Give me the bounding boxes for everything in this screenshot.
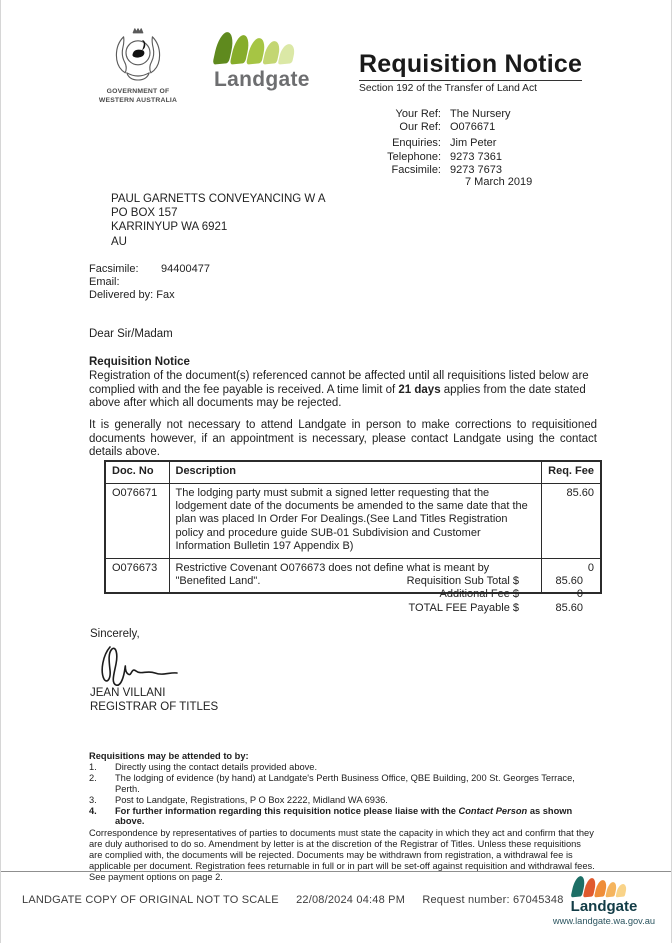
fine-print-item: 2. The lodging of evidence (by hand) at Landgate's Perth Business Office, QBE Building, 200 St. Georges Terrace, Perth.	[89, 772, 575, 794]
salutation: Dear Sir/Madam	[89, 328, 173, 340]
ref-row	[353, 151, 593, 164]
total-fee-label: TOTAL FEE Payable $	[408, 601, 519, 614]
delivery-details	[89, 263, 210, 303]
website-url: www.landgate.wa.gov.au	[552, 916, 656, 926]
recipient-line: PAUL GARNETTS CONVEYANCING W A	[111, 193, 326, 205]
signer-block	[90, 687, 218, 714]
landgate-header-logo	[214, 31, 314, 92]
signer-name: JEAN VILLANI	[90, 687, 166, 699]
description-cell: Restrictive Covenant O076673 does not define what is meant by "Benefited Land".	[169, 558, 541, 593]
contact-person-emphasis: Contact Person	[458, 805, 528, 816]
facsimile-value: 94400477	[161, 263, 210, 275]
landgate-wordmark: Landgate	[570, 898, 638, 915]
table-header-row	[105, 461, 601, 483]
subtotal-row	[321, 575, 583, 588]
column-header-description: Description	[169, 461, 541, 483]
total-fee-value: 85.60	[555, 601, 583, 614]
request-number: Request number: 67045348	[422, 894, 564, 906]
ref-label: Enquiries:	[392, 137, 441, 150]
signer-title: REGISTRAR OF TITLES	[90, 700, 219, 713]
page-footer	[1, 871, 671, 943]
fine-print-item: 4. For further information regarding this requisition notice please liaise with the Contact Person as shown above.	[89, 805, 573, 827]
landgate-footer-logo	[549, 875, 659, 926]
facsimile-label: Facsimile:	[89, 263, 139, 275]
page-subtitle: Section 192 of the Transfer of Land Act	[359, 83, 538, 94]
recipient-address	[111, 192, 326, 249]
total-fee-row	[321, 602, 583, 615]
ref-label: Your Ref:	[395, 108, 441, 120]
table-row	[105, 483, 601, 558]
delivered-by: Delivered by: Fax	[89, 289, 175, 302]
letter-date: 7 March 2019	[465, 176, 533, 188]
doc-no-cell: O076673	[105, 558, 169, 593]
email-label: Email:	[89, 276, 120, 289]
subtotal-value: 85.60	[555, 575, 583, 587]
column-header-req-fee: Req. Fee	[541, 461, 601, 483]
letter-heading: Requisition Notice	[89, 356, 190, 368]
ref-value: O076671	[450, 121, 496, 134]
wa-government-crest	[91, 26, 185, 105]
description-cell: The lodging party must submit a signed letter requesting that the lodgement date of the documents be amended to the same date that the plan was placed In Order For Dealings.(See Land Titles Registration policy and procedure guide SUB-01 Subdivision and Customer Information Bulletin 197 Appendix B)	[169, 483, 541, 558]
ref-label: Facsimile:	[391, 163, 441, 176]
landgate-leaves-icon	[572, 875, 636, 899]
fee-totals	[321, 575, 583, 615]
ref-value: The Nursery	[450, 108, 511, 120]
doc-no-cell: O076671	[105, 483, 169, 558]
reference-block	[353, 108, 593, 177]
recipient-line: PO BOX 157	[111, 207, 178, 220]
time-limit-emphasis: 21 days	[398, 383, 441, 396]
additional-fee-row	[321, 588, 583, 601]
ref-label: Our Ref:	[399, 121, 441, 134]
fine-print	[89, 751, 595, 883]
fee-cell: 0	[541, 558, 601, 593]
ref-value: 9273 7361	[450, 150, 502, 163]
landgate-leaves-icon	[214, 31, 310, 67]
crest-caption-line1: GOVERNMENT OF	[106, 88, 170, 95]
page-title: Requisition Notice	[359, 50, 582, 81]
subtotal-label: Requisition Sub Total $	[406, 575, 519, 587]
copy-stamp-line	[22, 894, 578, 906]
copy-datetime: 22/08/2024 04:48 PM	[296, 894, 406, 906]
ref-row	[353, 121, 593, 134]
ref-row	[353, 137, 593, 150]
fine-print-paragraph: Correspondence by representatives of parties to documents must state the capacity in which they act and confirm that they are duly authorised to do so. Amendment by letter is at the discretion of the Registrar of Titles. Unless these requisitions are complied with, the documents will be rejected. Documents may be withdrawn from registration, a withdrawal fee is applicable per document. Registration fees returnable in full or in part will be set-off against requisition and withdrawal fees. See payment options on page 2.	[89, 828, 595, 882]
fine-print-item: 1. Directly using the contact details provided above.	[89, 761, 318, 772]
letter-paragraph-1: Registration of the document(s) referenced cannot be affected until all requisitions listed below are complied with and the fee payable is received. A time limit of 21 days applies from the date stated above after which all documents may be rejected.	[89, 370, 589, 410]
letter-paragraph-2: It is generally not necessary to attend Landgate in person to make corrections to requisitioned documents however, if an appointment is necessary, please contact Landgate using the contact details above.	[89, 419, 597, 459]
fine-print-heading: Requisitions may be attended to by:	[89, 751, 249, 761]
recipient-line: KARRINYUP WA 6921	[111, 221, 228, 234]
fee-cell: 85.60	[541, 483, 601, 558]
coat-of-arms-icon	[102, 26, 174, 86]
recipient-line: AU	[111, 235, 127, 248]
fine-print-item: 3. Post to Landgate, Registrations, P O Box 2222, Midland WA 6936.	[89, 794, 388, 805]
ref-row	[353, 108, 593, 121]
ref-label: Telephone:	[387, 150, 441, 163]
column-header-doc-no: Doc. No	[105, 461, 169, 483]
crest-caption-line2: WESTERN AUSTRALIA	[98, 96, 178, 104]
ref-value: Jim Peter	[450, 137, 497, 150]
landgate-wordmark: Landgate	[214, 68, 310, 91]
closing: Sincerely,	[90, 628, 140, 640]
ref-value: 9273 7673	[450, 163, 502, 176]
copy-stamp: LANDGATE COPY OF ORIGINAL NOT TO SCALE	[22, 894, 279, 906]
additional-fee-value: 0	[576, 588, 583, 601]
additional-fee-label: Additional Fee $	[439, 588, 519, 601]
